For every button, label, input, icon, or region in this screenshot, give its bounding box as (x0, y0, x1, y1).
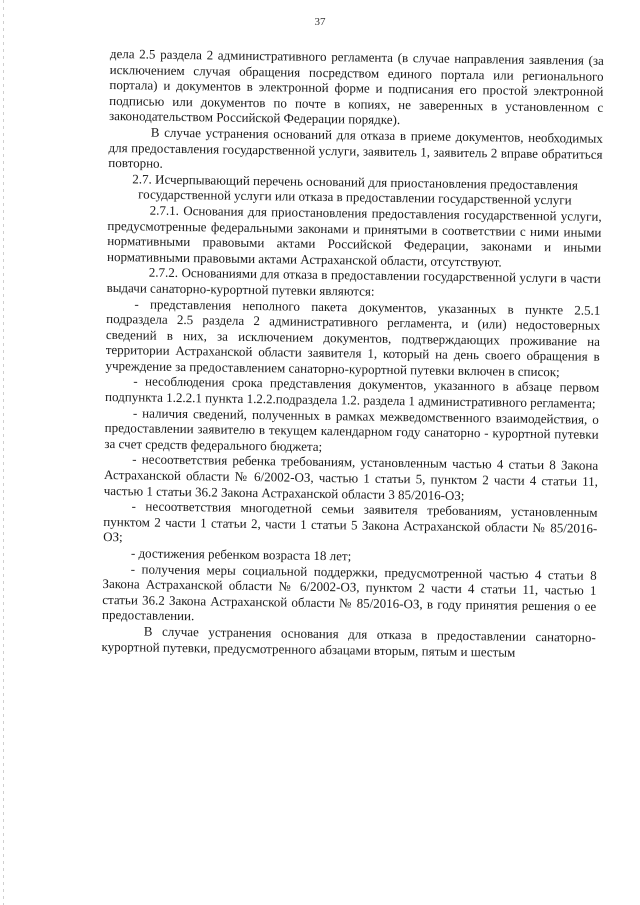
paragraph: 2.7.2. Основаниями для отказа в предоставлении государственной услуги в части выдачи санаторно-курортной путевки являются: (106, 264, 601, 299)
paragraph: - несоответствия ребенка требованиям, установленным частью 4 статьи 8 Закона Астраханской области № 6/2002-ОЗ, частью 1 статьи 5, пунктом 2 части 4 статьи 11, частью 1 статьи 36.2 Закона Астраханской области 3 85/2016-ОЗ; (103, 451, 599, 503)
paragraph: - несоблюдения срока представления документов, указанного в абзаце первом подпункта 1.2.2.1 пункта 1.2.2.подраздела 1.2. раздела 1 административного регламента; (105, 373, 600, 411)
page-number: 37 (314, 16, 326, 28)
paragraph: 2.7.1. Основания для приостановления предоставления государственной услуги, предусмотренные федеральными законами и принятыми в соответствии с ними иными нормативными правовыми актами Российской Федерации, законами и иными нормативными правовыми актами Астраханской области, отсутствуют. (106, 202, 602, 270)
paragraph: - представления неполного пакета документов, указанных в пункте 2.5.1 подраздела 2.5 раздела 2 административного регламента, и (или) недостоверных сведений в них, за исключением документов, подтверждающих проживание на территории Астраханской области заявителя 1, который на день своего обращения в учреждение за предоставлением санаторно-курортной путевки включен в список; (105, 295, 601, 380)
paragraph: - наличия сведений, полученных в рамках межведомственного взаимодействия, о предоставлении заявителю в текущем календарном году санаторно - курортной путевки за счет средств федерального бюджета; (104, 405, 599, 454)
paragraph: дела 2.5 раздела 2 административного регламента (в случае направления заявления (за исключением случая обращения посредством единого портала или регионального портала) и документов в электронной форме и подписания его простой электронной подписью или документов по почте в копиях, не заверенных в установленном с законодательством Российской Федерации порядке). (108, 46, 604, 128)
paragraph: В случае устранения оснований для отказа в приеме документов, необходимых для предоставления государственной услуги, заявитель 1, заявитель 2 вправе обратиться повторно. (108, 124, 603, 171)
paragraph: - получения меры социальной поддержки, предусмотренной частью 4 статьи 8 Закона Астраханской области № 6/2002-ОЗ, пунктом 2 части 4 статьи 11, частью 1 статьи 36.2 Закона Астраханской области № 85/2016-ОЗ, в году принятия решения о ее предоставлении. (101, 560, 597, 624)
paragraph: - несоответствия многодетной семьи заявителя требованиям, установленным пунктом 2 части 1 статьи 2, части 1 статьи 5 Закона Астраханской области № 85/2016-ОЗ; (103, 498, 598, 545)
document-body (102, 46, 604, 661)
paragraph: В случае устранения основания для отказа в предоставлении санаторно-курортной путевки, предусмотренного абзацами вторым, пятым и шестым (101, 623, 596, 660)
scan-edge-marks (3, 0, 4, 905)
section-heading: 2.7. Исчерпывающий перечень оснований для приостановления предоставления государственной услуги или отказа в предоставлении государственной услуги (132, 171, 578, 208)
paragraph: - достижения ребенком возраста 18 лет; (130, 545, 352, 564)
